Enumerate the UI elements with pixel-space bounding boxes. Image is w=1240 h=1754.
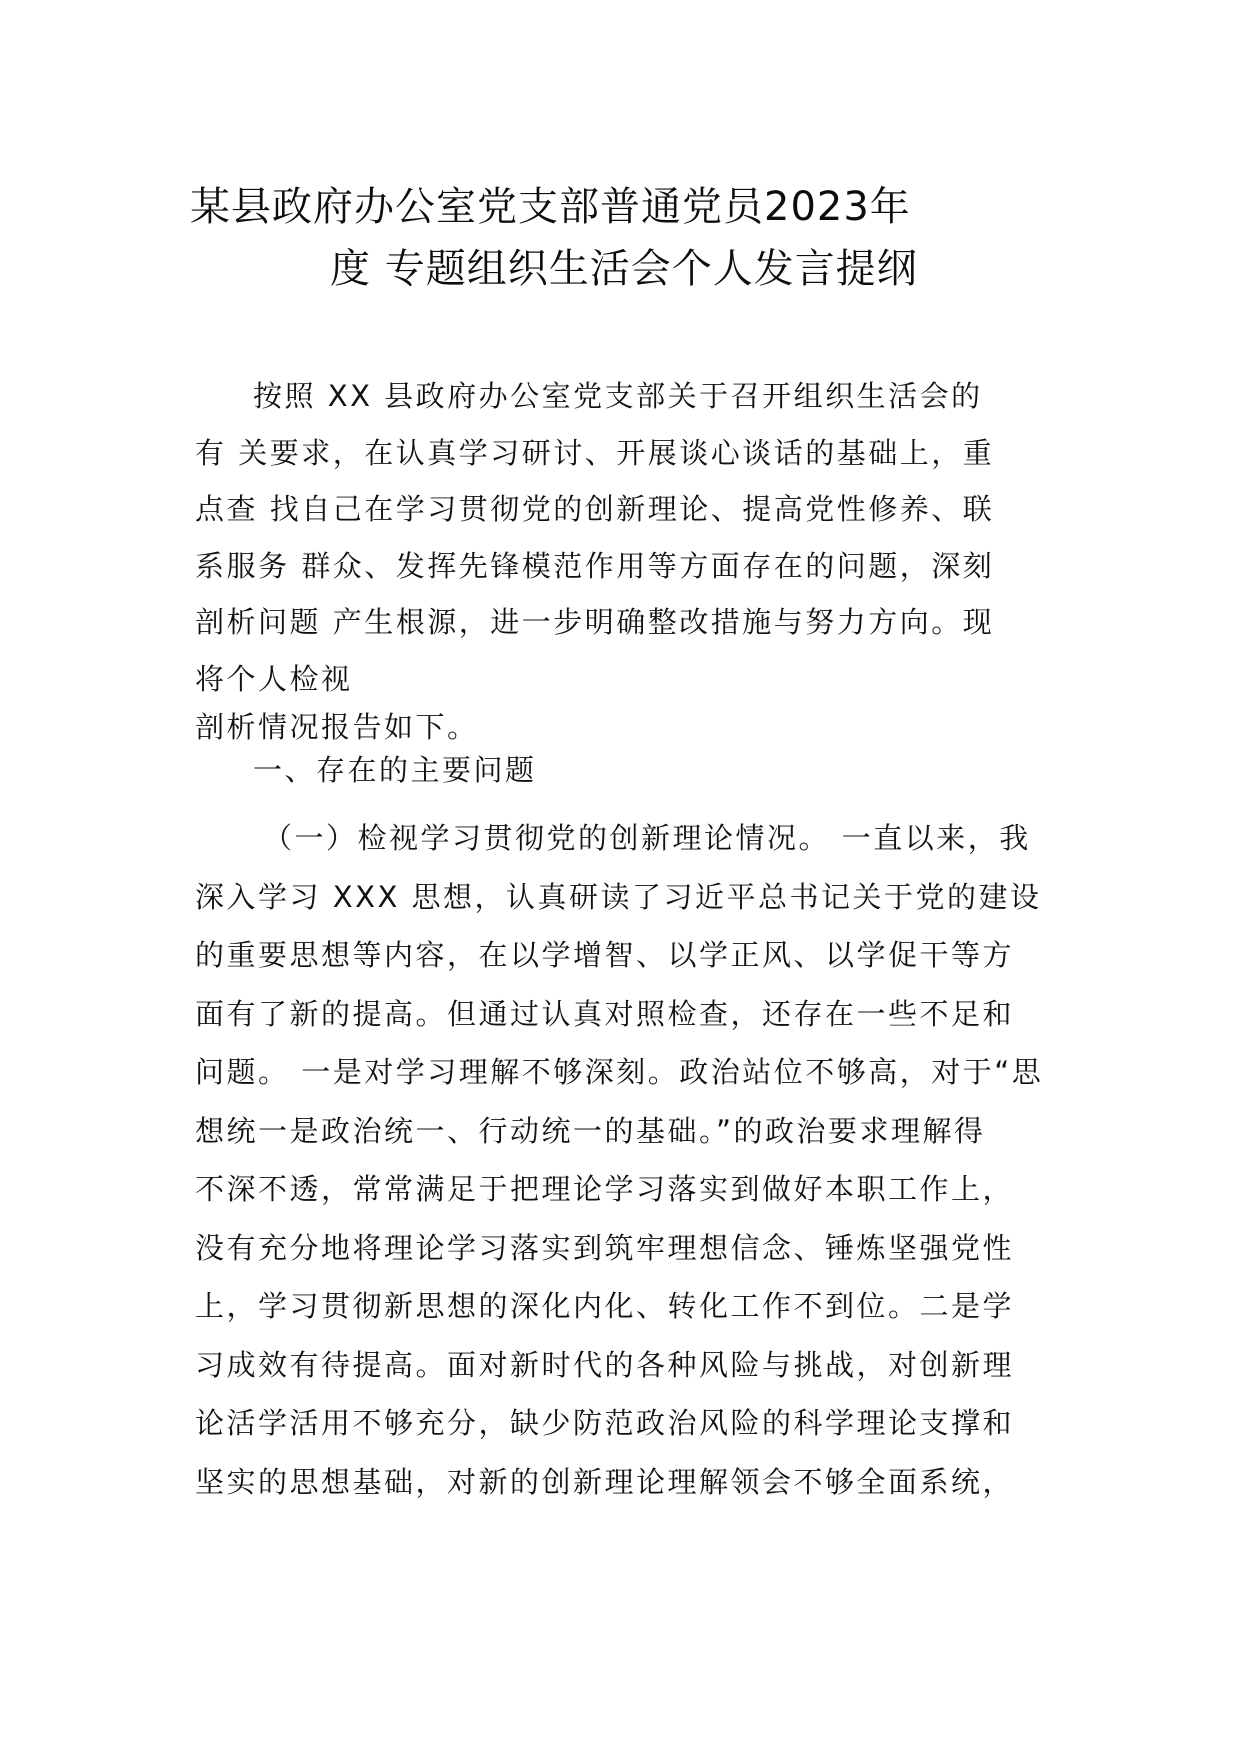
intro-line-3: 点查 找自己在学习贯彻党的创新理论、提高党性修养、联 xyxy=(195,492,995,526)
intro-line-5: 剖析问题 产生根源，进一步明确整改措施与努力方向。现 xyxy=(195,605,995,639)
intro-line-2: 有 关要求，在认真学习研讨、开展谈心谈话的基础上，重 xyxy=(195,435,995,470)
intro-line-1: 按照 XX 县政府办公室党支部关于召开组织生活会的 xyxy=(253,379,983,413)
para-line-9: 上，学习贯彻新思想的深化内化、转化工作不到位。二是学 xyxy=(195,1289,1015,1323)
section-1-paragraph xyxy=(195,809,1075,1511)
para-line-5: 问题。 一是对学习理解不够深刻。政治站位不够高，对于“思 xyxy=(195,1055,1044,1089)
para-line-1: （一）检视学习贯彻党的创新理论情况。 一直以来，我 xyxy=(263,821,1031,855)
intro-line-6: 将个人检视 xyxy=(195,661,353,696)
para-line-7: 不深不透，常常满足于把理论学习落实到做好本职工作上， xyxy=(195,1172,1015,1206)
para-line-11: 论活学活用不够充分，缺少防范政治风险的科学理论支撑和 xyxy=(195,1406,1015,1440)
title-line-2: 度 专题组织生活会个人发言提纲 xyxy=(330,246,918,292)
para-line-2: 深入学习 XXX 思想，认真研读了习近平总书记关于党的建设 xyxy=(195,879,1042,914)
document-title xyxy=(150,176,1090,300)
section-heading xyxy=(195,742,1075,799)
title-line-1: 某县政府办公室党支部普通党员2023年 xyxy=(190,184,911,230)
para-line-12: 坚实的思想基础，对新的创新理论理解领会不够全面系统， xyxy=(195,1464,1015,1499)
para-line-6: 想统一是政治统一、行动统一的基础。”的政治要求理解得 xyxy=(195,1113,986,1148)
para-line-3: 的重要思想等内容，在以学增智、以学正风、以学促干等方 xyxy=(195,938,1015,972)
para-line-10: 习成效有待提高。面对新时代的各种风险与挑战，对创新理 xyxy=(195,1347,1015,1382)
intro-line-7: 剖析情况报告如下。 xyxy=(195,710,479,744)
intro-line-4: 系服务 群众、发挥先锋模范作用等方面存在的问题，深刻 xyxy=(195,548,995,583)
para-line-4: 面有了新的提高。但通过认真对照检查，还存在一些不足和 xyxy=(195,996,1015,1031)
para-line-8: 没有充分地将理论学习落实到筑牢理想信念、锤炼坚强党性 xyxy=(195,1230,1015,1265)
intro-paragraph xyxy=(195,368,1075,759)
section-1-heading: 一、存在的主要问题 xyxy=(253,753,537,787)
